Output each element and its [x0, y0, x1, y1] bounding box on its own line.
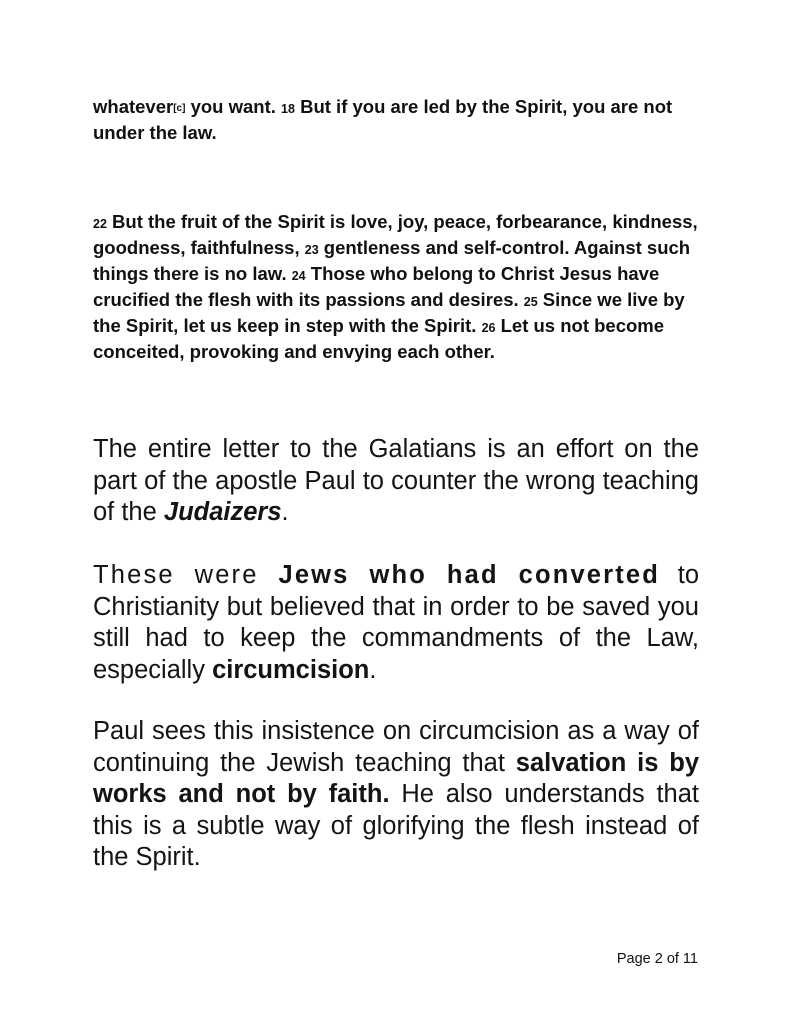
commentary-paragraph-3 — [93, 716, 699, 874]
emphasis-judaizers: Judaizers — [163, 498, 282, 526]
verse-number: 24 — [291, 269, 306, 283]
paragraph-text: Paul sees this insistence on circumcision as a way of continuing the Jewish teaching that — [93, 717, 699, 777]
paragraph-text: . — [281, 498, 289, 526]
footnote-link-c[interactable]: [c] — [173, 103, 186, 114]
page-number: Page 2 of 11 — [616, 951, 698, 967]
scripture-text: whatever — [93, 96, 174, 117]
emphasis-jews-converted: Jews who had converted — [278, 561, 660, 589]
verse-number: 23 — [304, 243, 319, 257]
emphasis-salvation-by-works: salvation is by works and not by faith. — [93, 748, 699, 808]
commentary-paragraph-2 — [93, 560, 699, 686]
paragraph-text: These were — [93, 561, 279, 589]
scripture-passage-galatians-5-22-26 — [93, 210, 703, 364]
verse-number: 26 — [481, 321, 496, 335]
paragraph-text: . — [369, 655, 377, 684]
scripture-text: But the fruit of the Spirit is love, joy, peace, forbearance, kindness, goodness, faithfulness, — [93, 211, 698, 258]
commentary-paragraph-1 — [93, 434, 699, 529]
scripture-text: you want. — [185, 96, 282, 117]
emphasis-circumcision: circumcision — [212, 655, 370, 684]
paragraph-text: The entire letter to the Galatians is an effort on the part of the apostle Paul to counter the wrong teaching of the — [93, 435, 699, 526]
paragraph-text: He also understands that this is a subtle way of glorifying the flesh instead of the Spirit. — [93, 780, 699, 871]
verse-number: 25 — [523, 295, 538, 309]
scripture-text: But if you are led by the Spirit, you are not under the law. — [93, 96, 673, 143]
scripture-text: Let us not become conceited, provoking and envying each other. — [93, 315, 665, 362]
verse-number: 22 — [93, 217, 107, 231]
scripture-text: Since we live by the Spirit, let us keep in step with the Spirit. — [93, 289, 685, 336]
scripture-text: gentleness and self-control. Against such things there is no law. — [93, 237, 691, 284]
paragraph-text: to Christianity but believed that in order to be saved you still had to keep the commandments of the Law, especially — [93, 561, 699, 684]
verse-number: 18 — [281, 102, 295, 116]
scripture-passage-galatians-5-17-18 — [93, 95, 703, 145]
scripture-text: Those who belong to Christ Jesus have crucified the flesh with its passions and desires. — [93, 263, 660, 310]
